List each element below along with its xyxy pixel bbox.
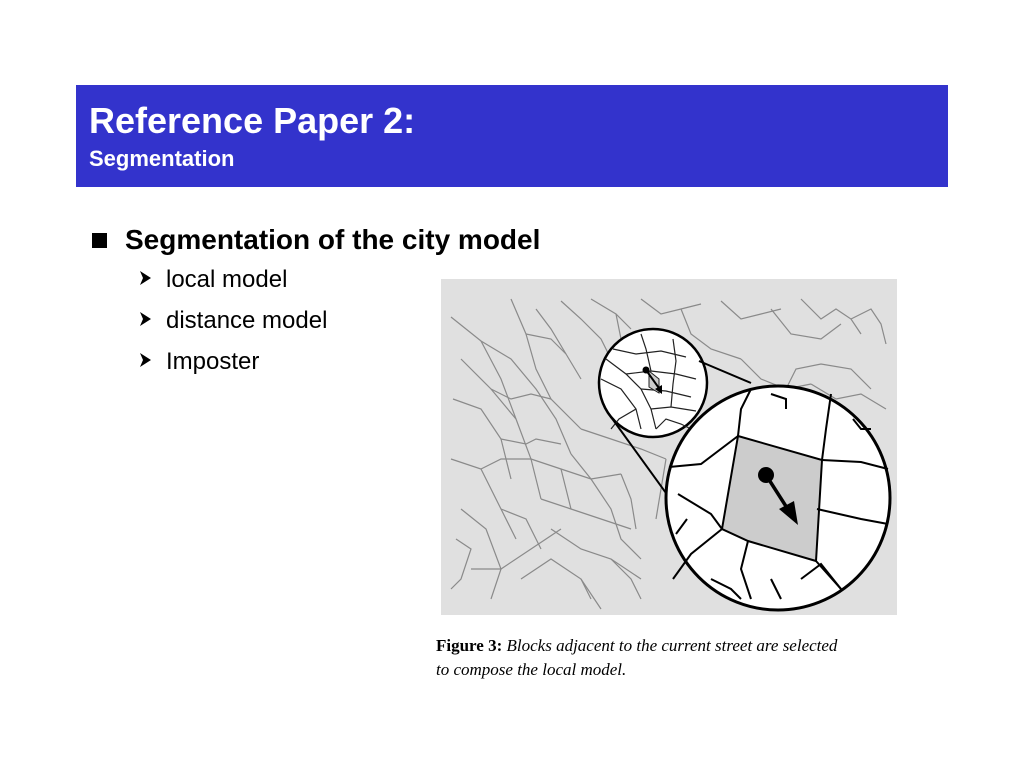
slide-title: Reference Paper 2:: [89, 100, 416, 141]
slide-subtitle: Segmentation: [89, 146, 235, 171]
sub-bullet-label: Imposter: [166, 348, 260, 375]
bullet-main-label: Segmentation of the city model: [125, 224, 541, 255]
city-map-illustration: [441, 279, 897, 615]
large-zoom-circle: [666, 386, 890, 610]
arrow-bullet-icon: [138, 307, 154, 335]
small-zoom-circle: [599, 329, 707, 437]
arrow-bullet-icon: [138, 266, 154, 294]
sub-bullet-label: local model: [166, 266, 288, 293]
figure-caption: [436, 634, 916, 682]
caption-line1: Blocks adjacent to the current street are selected: [506, 636, 838, 655]
bullet-main: [92, 222, 540, 258]
caption-label: Figure 3:: [436, 636, 503, 655]
sub-bullet-label: distance model: [166, 307, 328, 334]
title-bar: [76, 85, 948, 187]
square-bullet-icon: [92, 233, 107, 248]
city-map-figure: [441, 279, 897, 615]
caption-line2: to compose the local model.: [436, 660, 627, 679]
arrow-bullet-icon: [138, 348, 154, 376]
